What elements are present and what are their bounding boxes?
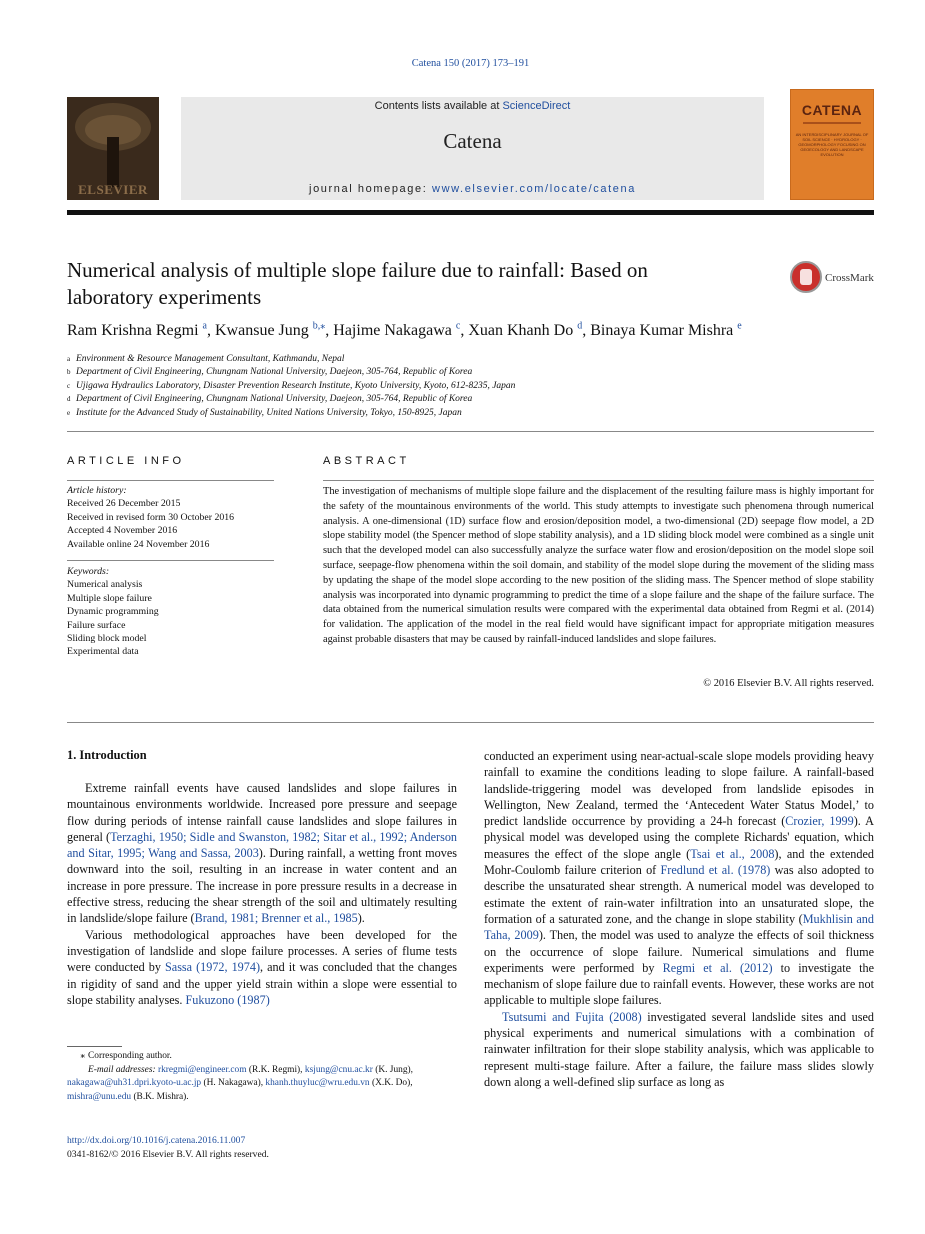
- citation-link[interactable]: Crozier, 1999: [785, 814, 854, 829]
- affiliation: c Ujigawa Hydraulics Laboratory, Disaster Prevention Research Institute, Kyoto University, Kyoto, 612-8235, Japan: [67, 380, 516, 391]
- affiliation-list: [67, 353, 867, 420]
- crossmark-badge[interactable]: [790, 261, 874, 295]
- sciencedirect-link[interactable]: ScienceDirect: [502, 100, 571, 112]
- article-history: Article history: Received 26 December 2015 Received in revised form 30 October 2016 Accepted 4 November 2016 Available online 24 November 2016: [67, 484, 274, 551]
- citation-link[interactable]: Fukuzono (1987): [185, 992, 270, 1007]
- keyword: Failure surface: [67, 619, 126, 631]
- footnote: ⁎ Corresponding author. E-mail addresses: rkregmi@engineer.com (R.K. Regmi), ksjung@cnu.ac.kr (K. Jung), nakagawa@uh31.dpri.kyoto-u.ac.jp (H. Nakagawa), khanh.thuyluc@wru.edu.vn (X.K. Do), mishra@unu.edu (B.K. Mishra).: [67, 1050, 467, 1104]
- body-column-right: [484, 748, 874, 1090]
- keyword: Multiple slope failure: [67, 592, 152, 604]
- contents-line: Contents lists available at ScienceDirect: [374, 100, 571, 112]
- history-item: Received in revised form 30 October 2016: [67, 511, 235, 523]
- paragraph: Extreme rainfall events have caused landslides and slope failures in mountainous environments worldwide. Increased pore pressure and seepage flow during periods of intense rainfall cause landslides and slope failures in general (Terzaghi, 1950; Sidle and Swanston, 1982; Sitar et al., 1992; Anderson and Sitar, 1995; Wang and Sassa, 2003). During rainfall, a wetting front moves downward into the soil, resulting in an increase in water content and an increase in pore pressure. The increase in pore pressure results in a decrease in effective stress, reducing the shear strength of the soil and ultimately resulting in landslide/slope failure (Brand, 1981; Brenner et al., 1985).: [67, 781, 458, 926]
- crossmark-icon: [790, 261, 822, 293]
- citation-link[interactable]: Fredlund et al. (1978): [660, 863, 771, 878]
- citation-link[interactable]: Sassa (1972, 1974): [165, 960, 261, 975]
- author[interactable]: Binaya Kumar Mishra $^e$: [590, 321, 742, 340]
- section-heading-introduction: 1. Introduction: [67, 748, 147, 762]
- corresponding-author-note: ⁎ Corresponding author.: [80, 1051, 172, 1061]
- journal-citation[interactable]: Catena 150 (2017) 173–191: [411, 58, 530, 69]
- abstract-text: The investigation of mechanisms of multiple slope failure and the displacement of the resulting failure mass is highly important for the safety of the mountainous environments of the world. This study attempts to investigate such phenomena through numerical analysis. A one-dimensional (1D) surface flow and erosion/deposition model, a two-dimensional (2D) seepage flow model, a 2D slope stability model (the Spencer method of slope stability analysis), and a 1D sliding block model were combined as a single unit such that the developed model can also successfully analyze the surface water flow and erosion/deposition on the model slope soil surface, seepage-flow phenomena within the soil domain, and stability of the model slope during the movement of the sliding mass by updating the shape of the model slope according to the new position of the sliding mass. The Spencer method of slope stability analysis was incorporated into dynamic programming to predict the time of a slope failure and the shape of the failure surface. The data obtained from the numerical simulation results were compared with the experimental data obtained from Regmi et al. (2014) for validation. The application of the model in the real field would have significant impact for appropriate mitigation measures against probable disasters that may be caused by rainfall-induced landslides and slope failures.: [323, 486, 874, 645]
- header-divider: [67, 210, 874, 215]
- email-addresses: E-mail addresses: rkregmi@engineer.com (R.K. Regmi), ksjung@cnu.ac.kr (K. Jung),: [88, 1064, 413, 1075]
- abstract-copyright: © 2016 Elsevier B.V. All rights reserved.: [703, 678, 874, 689]
- crossmark-label: CrossMark: [825, 272, 874, 284]
- citation-link[interactable]: Regmi et al. (2012): [662, 960, 773, 975]
- cover-title: CATENA: [801, 102, 863, 118]
- cover-subtitle: AN INTERDISCIPLINARY JOURNAL OF SOIL SCIENCE · HYDROLOGY · GEOMORPHOLOGY FOCUSING ON GEOECOLOGY AND LANDSCAPE EVOLUTION: [795, 132, 869, 157]
- paragraph: Tsutsumi and Fujita (2008) investigated several landslide sites and used physical experiments and numerical simulations with a combination of rainwater infiltration for their slope stability analysis, which was applicable to represent multi-stage failure. After a failure, the failure mass slides slowly down along a well-defined slip surface as long as: [484, 1009, 874, 1089]
- affiliation: d Department of Civil Engineering, Chungnam National University, Daejeon, 305-764, Republic of Korea: [67, 394, 473, 405]
- journal-header: [181, 97, 764, 200]
- journal-name: Catena: [443, 129, 502, 153]
- author[interactable]: Kwansue Jung $^{b,⁎}$,: [215, 321, 334, 340]
- issn-line: 0341-8162/© 2016 Elsevier B.V. All rights reserved.: [67, 1148, 269, 1160]
- keyword: Experimental data: [67, 646, 139, 658]
- article-title: Numerical analysis of multiple slope failure due to rainfall: Based on laboratory experiments: [67, 258, 648, 309]
- citation-link[interactable]: Tsutsumi and Fujita (2008): [502, 1009, 642, 1024]
- affiliation-divider: [67, 431, 874, 432]
- affiliation: a Environment & Resource Management Consultant, Kathmandu, Nepal: [67, 354, 345, 364]
- citation-link[interactable]: Brand, 1981; Brenner et al., 1985: [194, 911, 358, 926]
- doi-link[interactable]: http://dx.doi.org/10.1016/j.catena.2016.11.007: [67, 1135, 246, 1146]
- history-item: Available online 24 November 2016: [67, 538, 210, 550]
- paragraph: conducted an experiment using near-actual-scale slope models providing heavy rainfall to examine the conditions leading to slope failure. A rainfall-based landslide-triggering model was developed from landslide episodes in Wellington, New Zealand, termed the ‘Antecedent Water Status Model,’ to predict landslide occurrence by providing a 24-h forecast (Crozier, 1999). A physical model was developed using the complete Richards' equation, which measures the effect of the slope angle (Tsai et al., 2008), and the extended Mohr-Coulomb failure criterion of Fredlund et al. (1978) was also adopted to describe the unsaturated shear strength. A numerical model was developed to estimate the extent of rain-water infiltration into an unsaturated slope, the formation of a saturated zone, and the change in slope stability (Mukhlisin and Taha, 2009). Then, the model was used to analyze the effects of soil thickness on the occurrence of slope failure. Numerical simulations and flume experiments were performed by Regmi et al. (2012) to investigate the mechanism of slope failure due to rainfall events. However, these works are not applicable to multiple slope failures.: [484, 749, 874, 1008]
- citation-link[interactable]: Tsai et al., 2008: [690, 846, 775, 861]
- doi-block: [67, 1134, 269, 1161]
- elsevier-logo: [67, 97, 159, 200]
- elsevier-wordmark: ELSEVIER: [78, 182, 148, 197]
- cover-rule: [803, 122, 861, 124]
- article-info-heading: ARTICLE INFO: [67, 455, 185, 467]
- body-column-left: [67, 780, 457, 1008]
- footnote-rule: [67, 1046, 122, 1047]
- citation-link[interactable]: Mukhlisin and Taha, 2009: [484, 911, 874, 943]
- abstract-divider: [67, 722, 874, 723]
- history-item: Received 26 December 2015: [67, 498, 181, 510]
- homepage-line: journal homepage: www.elsevier.com/locate/catena: [309, 183, 636, 195]
- affiliation: b Department of Civil Engineering, Chungnam National University, Daejeon, 305-764, Republic of Korea: [67, 367, 473, 378]
- keyword: Numerical analysis: [67, 579, 143, 591]
- author[interactable]: Ram Krishna Regmi $^a$,: [67, 321, 215, 340]
- abstract-rule: [323, 480, 874, 481]
- tree-trunk: [107, 137, 119, 187]
- author[interactable]: Hajime Nakagawa $^c$,: [333, 321, 469, 340]
- author-list: [67, 321, 867, 340]
- email-link[interactable]: rkregmi@engineer.com: [157, 1064, 247, 1075]
- journal-cover-image: [790, 89, 874, 200]
- keywords: Keywords: Numerical analysis Multiple slope failure Dynamic programming Failure surface Sliding block model Experimental data: [67, 565, 274, 659]
- author[interactable]: Xuan Khanh Do $^d$,: [468, 321, 591, 340]
- citation-link[interactable]: Terzaghi, 1950; Sidle and Swanston, 1982; Sitar et al., 1992; Anderson and Sitar, 1995; Wang and Sassa, 2003: [67, 829, 458, 861]
- article-info-rule: [67, 480, 274, 481]
- email-link[interactable]: khanh.thuyluc@wru.edu.vn: [265, 1078, 370, 1089]
- email-link[interactable]: mishra@unu.edu: [67, 1091, 132, 1102]
- keyword: Dynamic programming: [67, 606, 159, 618]
- homepage-link[interactable]: www.elsevier.com/locate/catena: [432, 183, 636, 195]
- paragraph: Various methodological approaches have been developed for the investigation of landslide and slope failure processes. A series of flume tests were conducted by Sassa (1972, 1974), and it was concluded that the changes in rigidity of sand and the upper yield strain within a slope were essential to slope stability analyses. Fukuzono (1987): [67, 927, 458, 1007]
- keyword: Sliding block model: [67, 633, 147, 645]
- affiliation: e Institute for the Advanced Study of Sustainability, United Nations University, Tokyo, 150-8925, Japan: [67, 407, 462, 418]
- keywords-rule: [67, 560, 274, 561]
- history-item: Accepted 4 November 2016: [67, 525, 178, 537]
- email-link[interactable]: ksjung@cnu.ac.kr: [304, 1064, 373, 1075]
- email-link[interactable]: nakagawa@uh31.dpri.kyoto-u.ac.jp: [67, 1078, 202, 1089]
- abstract-heading: ABSTRACT: [323, 455, 410, 467]
